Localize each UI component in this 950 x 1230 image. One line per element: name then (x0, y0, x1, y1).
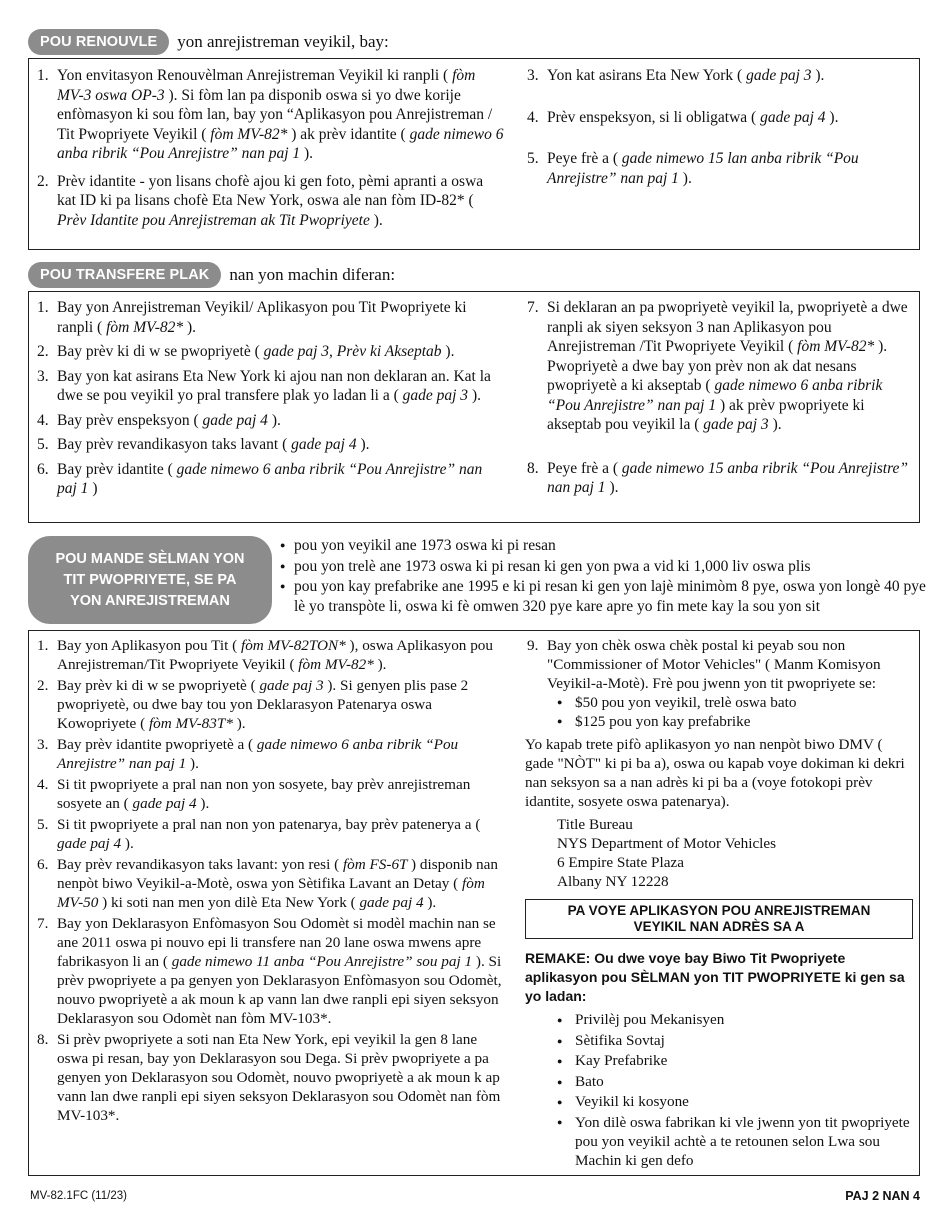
list-item (35, 775, 505, 813)
mailing-address (525, 815, 913, 891)
title-only-left-list (35, 636, 505, 1125)
title-only-pill-line: TIT PWOPRIYETE, SE PA (63, 571, 237, 588)
item-number: 7. (527, 299, 539, 316)
item-reference: gade nimewo 15 anba ribrik “Pou Anrejistre” nan paj 1 (547, 459, 909, 496)
warning-line: PA VOYE APLIKASYON POU ANREJISTREMAN (567, 903, 871, 918)
mail-instructions: Yo kapab trete pifò aplikasyon yo nan nenpòt biwo DMV ( gade "NÒT" ki pi ba a), oswa ou kapab voye dokiman ki dekri nan seksyon sa a nan adrès ki pi ba a (voye fotokopi prèv idantite, sosyete oswa patenarya). (525, 736, 905, 810)
list-item (525, 298, 913, 435)
page-number: PAJ 2 NAN 4 (845, 1189, 920, 1203)
item-reference: Prèv Idantite pou Anrejistreman ak Tit Pwopriyete (57, 211, 374, 229)
item-text: Bay prèv ki di w se pwopriyetè ( (57, 343, 260, 360)
item-text: Si tit pwopriyete a pral nan non yon patenarya, bay prèv patenerya a ( (57, 816, 481, 833)
list-item (35, 367, 505, 406)
remake-item: ● Sètifika Sovtaj (553, 1031, 913, 1052)
item-number: 2. (37, 343, 49, 360)
item-number: 1. (37, 67, 49, 84)
item-text: ). (815, 67, 825, 84)
title-only-pill (28, 536, 272, 624)
item-text: ). (360, 436, 370, 453)
item-text: ). (304, 145, 314, 162)
item-text: ). (124, 835, 134, 852)
item-text: ). Si prèv pwopriyete a pa genyen yon Deklarasyon Enfòmasyon sou Odomèt, nouvo pwopriyetè a ak moun k ap vann lan dwe ranpli epi siyen seksyon Deklarasyon sou Odomèt nan fòm MV-103*. (57, 953, 502, 1027)
item-reference: gade nimewo 15 lan anba ribrik “Pou Anrejistre” nan paj 1 (547, 150, 859, 187)
item-text: ). (187, 318, 197, 336)
remake-item: ● Veyikil ki kosyone (553, 1092, 913, 1113)
warning-line: VEYIKIL NAN ADRÈS SA A (633, 919, 805, 934)
remake-item: ● Yon dilè oswa fabrikan ki vle jwenn yon tit pwopriyete pou yon veyikil achtè a te retounen selon Lwa sou Machin ki gen defo (553, 1113, 913, 1170)
item-text: Yon envitasyon Renouvèlman Anrejistreman Veyikil ki ranpli ( (57, 67, 449, 84)
item-text: ). (829, 108, 839, 126)
item-text: Si tit pwopriyete a pral nan non yon sosyete, bay prèv anrejistreman sosyete an ( (57, 776, 471, 812)
list-item (525, 149, 913, 188)
item-number: 2. (37, 172, 49, 190)
condition-bullet: ● pou yon trelè ane 1973 oswa ki pi resan ki gen yon pwa a vid ki 1,000 liv oswa plis (280, 557, 930, 577)
item-text: ). Si genyen plis pase 2 pwopriyetè, ou dwe bay tou yon Deklarasyon Patenarya oswa Kowopriyete ( (57, 677, 469, 732)
item-number: 8. (37, 1031, 49, 1048)
list-item (35, 914, 505, 1028)
item-reference: gade paj 4 (57, 835, 125, 852)
item-text: Bay prèv idantite ( (57, 460, 173, 478)
item-text: Bay yon Anrejistreman Veyikil/ Aplikasyon pou Tit Pwopriyete ki ranpli ( (57, 299, 467, 336)
remake-item: ● Privilèj pou Mekanisyen (553, 1010, 913, 1031)
item-text: ). (682, 169, 692, 187)
item-number: 4. (527, 108, 539, 126)
item-number: 6. (37, 856, 49, 873)
item-reference: gade paj 4 (756, 108, 830, 126)
item-number: 3. (37, 736, 49, 753)
fee-item: ● $50 pou yon veyikil, trelè oswa bato (553, 693, 913, 712)
transfer-box (28, 291, 920, 523)
renew-pill: POU RENOUVLE (28, 29, 169, 55)
item-number: 5. (37, 816, 49, 833)
item-text: Prèv idantite - yon lisans chofè ajou ki gen foto, pèmi apranti a oswa kat ID ki pa lisans chofè Eta New York, oswa ale nan fòm ID-82* ( (57, 172, 484, 209)
list-item (35, 636, 505, 674)
item-text: Bay prèv enspeksyon ( (57, 411, 199, 429)
item-number: 9. (527, 637, 539, 654)
item-reference: gade nimewo 6 anba ribrik “Pou Anrejistre” nan paj 1 (547, 377, 883, 414)
item-text: ). (271, 411, 281, 429)
item-text: ). Pwopriyetè a dwe bay yon prèv non ak dat nesans pwopriyetè a ki akseptab ( (547, 338, 888, 394)
item-reference: gade nimewo 6 anba ribrik “Pou Anrejistre” nan paj 1 (57, 460, 483, 497)
list-item (35, 298, 505, 337)
renew-section-header (28, 28, 389, 56)
item-text: Yon kat asirans Eta New York ( (547, 67, 743, 84)
item-reference: fòm MV-50 (57, 875, 485, 911)
item-text: ) ki soti nan men yon dilè Eta New York ( (102, 894, 356, 911)
item-text: ). (772, 416, 782, 433)
item-number: 4. (37, 411, 49, 429)
item-reference: gade paj 3 (699, 416, 773, 433)
item-number: 3. (527, 67, 539, 84)
renew-right-list (525, 66, 913, 188)
remake-item: ● Bato (553, 1072, 913, 1093)
list-item (35, 735, 505, 773)
item-reference: fòm MV-82* (102, 318, 188, 336)
item-text: ). (377, 656, 387, 673)
item-text: ). (190, 755, 199, 772)
remake-list (525, 1010, 913, 1170)
list-item (35, 435, 505, 455)
item-reference: fòm MV-82* (793, 338, 879, 355)
item-text: ) ak prèv idantite ( (291, 125, 406, 143)
item-text: ). (373, 211, 383, 229)
item-reference: gade paj 3 (398, 387, 472, 404)
address-line: Albany NY 12228 (557, 873, 669, 890)
item-text: Bay yon kat asirans Eta New York ki ajou nan non deklaran an. Kat la dwe se pou veyikil yo pral transfere plak yo ladan li a ( (57, 367, 491, 404)
renew-heading-tail: yon anrejistreman veyikil, bay: (177, 32, 389, 51)
condition-bullet: ● pou yon kay prefabrike ane 1995 e ki pi resan ki gen yon lajè minimòm 8 pye, oswa yon longè 40 pye lè yo transpòte li, oswa ki fè omwen 320 pye kare apre yo fin mete kay la sou yon sit (280, 577, 930, 616)
item-text: Bay prèv idantite pwopriyetè a ( (57, 736, 254, 753)
list-item (35, 411, 505, 431)
item-text: ). (236, 715, 246, 732)
list-item (525, 108, 913, 128)
item-reference: gade paj 3, Prèv ki Akseptab (259, 343, 446, 360)
list-item (35, 1030, 505, 1125)
item-reference: fòm MV-83T* (145, 715, 237, 732)
item-reference: gade paj 4 (355, 894, 428, 911)
item-text: ). (471, 387, 481, 404)
remake-item: ● Kay Prefabrike (553, 1051, 913, 1072)
address-line: Title Bureau (557, 816, 633, 833)
remake-note: REMAKE: Ou dwe voye bay Biwo Tit Pwopriyete aplikasyon pou SÈLMAN yon TIT PWOPRIYETE ki gen sa yo ladan: (525, 950, 905, 1004)
item-text: Bay prèv revandikasyon taks lavant ( (57, 436, 288, 453)
item-number: 7. (37, 915, 49, 932)
item-number: 1. (37, 299, 49, 316)
item-number: 5. (527, 150, 539, 167)
item-number: 5. (37, 436, 49, 453)
item-text: ). (427, 894, 437, 911)
item-text: ). (200, 795, 210, 812)
item-reference: gade nimewo 6 anba ribrik “Pou Anrejistre” nan paj 1 (57, 125, 504, 162)
item-reference: fòm MV-82* (206, 125, 292, 143)
transfer-section-header (28, 261, 395, 289)
list-item (35, 172, 505, 231)
item-reference: fòm MV-82TON* (237, 637, 350, 654)
item-text: Si prèv pwopriyete a soti nan Eta New York, epi veyikil la gen 8 lane oswa pi resan, bay yon Deklarasyon sou Dega. Si prèv pwopriyete a pa genyen yon Deklarasyon sou Odomèt, nouvo pwopriyetè a ak moun k ap vann lan dwe ranpli epi siyen seksyon Deklarasyon sou Odomèt nan fòm MV-103*. (57, 1031, 501, 1124)
item-text: Prèv enspeksyon, si li obligatwa ( (547, 108, 757, 126)
item-text: Peye frè a ( (547, 150, 618, 167)
item-text: ). Si fòm lan pa disponib oswa si yo dwe korije enfòmasyon ki sou fòm lan, bay yon “Aplikasyon pou Anrejistreman / Tit Pwopriyete Veyikil ( (57, 86, 493, 143)
transfer-pill: POU TRANSFERE PLAK (28, 262, 221, 288)
item-text: Bay yon Aplikasyon pou Tit ( (57, 637, 238, 654)
fee-item: ● $125 pou yon kay prefabrike (553, 712, 913, 731)
item-text: Bay prèv ki di w se pwopriyetè ( (57, 677, 256, 694)
item-reference: gade paj 3 (255, 677, 328, 694)
item-reference: fòm MV-82* (294, 656, 378, 673)
list-item (525, 636, 913, 693)
list-item (525, 66, 913, 86)
item-text: ). (609, 479, 619, 496)
item-number: 2. (37, 677, 49, 694)
transfer-left-list (35, 298, 505, 499)
item-reference: gade nimewo 11 anba “Pou Anrejistre” sou paj 1 (167, 953, 476, 970)
item-number: 6. (37, 460, 49, 478)
item-text: ), oswa Aplikasyon pou Anrejistreman/Tit Pwopriyete Veyikil ( (57, 637, 493, 673)
transfer-right-list (525, 298, 913, 498)
item-reference: gade paj 3 (742, 67, 816, 84)
item-text: Bay yon Deklarasyon Enfòmasyon Sou Odomèt si modèl machin nan se ane 2011 oswa pi nouvo epi li transfere nan 20 lane oswa mwens apre fabrikasyon li an ( (57, 915, 496, 970)
fee-list (525, 693, 913, 731)
item-reference: gade paj 4 (287, 436, 361, 453)
item-reference: gade nimewo 6 anba ribrik “Pou Anrejistre” nan paj 1 (57, 736, 459, 772)
item-number: 4. (37, 776, 49, 793)
item-text: ) (92, 480, 98, 497)
renew-left-list (35, 66, 505, 230)
title-only-conditions (280, 536, 930, 616)
item-text: Si deklaran an pa pwopriyetè veyikil la, pwopriyetè a dwe ranpli ak siyen seksyon 3 nan Aplikasyon pou Anrejistreman /Tit Pwopriyete Veyikil ( (547, 299, 908, 355)
renew-box (28, 58, 920, 250)
transfer-heading-tail: nan yon machin diferan: (229, 265, 396, 284)
item-text: Bay yon chèk oswa chèk postal ki peyab sou non "Commissioner of Motor Vehicles" ( Manm Komisyon Veyikil-a-Motè). Frè pou jwenn yon tit pwopriyete se: (547, 637, 881, 692)
list-item (35, 855, 505, 912)
condition-bullet: ● pou yon veyikil ane 1973 oswa ki pi resan (280, 536, 930, 556)
title-only-right-list (525, 636, 913, 693)
item-text: ) ak prèv pwopriyete ki akseptab pou veyikil la ( (547, 396, 865, 433)
address-line: 6 Empire State Plaza (557, 854, 684, 871)
item-reference: fòm MV-3 oswa OP-3 (57, 67, 476, 104)
item-reference: gade paj 4 (198, 411, 272, 429)
list-item (35, 676, 505, 733)
list-item (35, 66, 505, 164)
item-number: 8. (527, 459, 539, 477)
item-number: 1. (37, 637, 49, 654)
item-reference: fòm FS-6T (339, 856, 412, 873)
list-item (35, 815, 505, 853)
title-only-pill-line: YON ANREJISTREMAN (70, 592, 230, 609)
list-item (35, 460, 505, 499)
title-only-box (28, 630, 920, 1176)
list-item (525, 459, 913, 498)
title-only-pill-line: POU MANDE SÈLMAN YON (55, 550, 245, 567)
item-text: ) disponib nan nenpòt biwo Veyikil-a-Motè, oswa yon Sètifika Lavant an Detay ( (57, 856, 498, 892)
form-id: MV-82.1FC (11/23) (30, 1190, 127, 1202)
item-text: Peye frè a ( (547, 459, 618, 477)
item-number: 3. (37, 367, 49, 385)
item-text: ). (445, 343, 455, 360)
item-reference: gade paj 4 (128, 795, 201, 812)
list-item (35, 342, 505, 362)
address-line: NYS Department of Motor Vehicles (557, 835, 777, 852)
warning-box (525, 899, 913, 939)
item-text: Bay prèv revandikasyon taks lavant: yon resi ( (57, 856, 340, 873)
